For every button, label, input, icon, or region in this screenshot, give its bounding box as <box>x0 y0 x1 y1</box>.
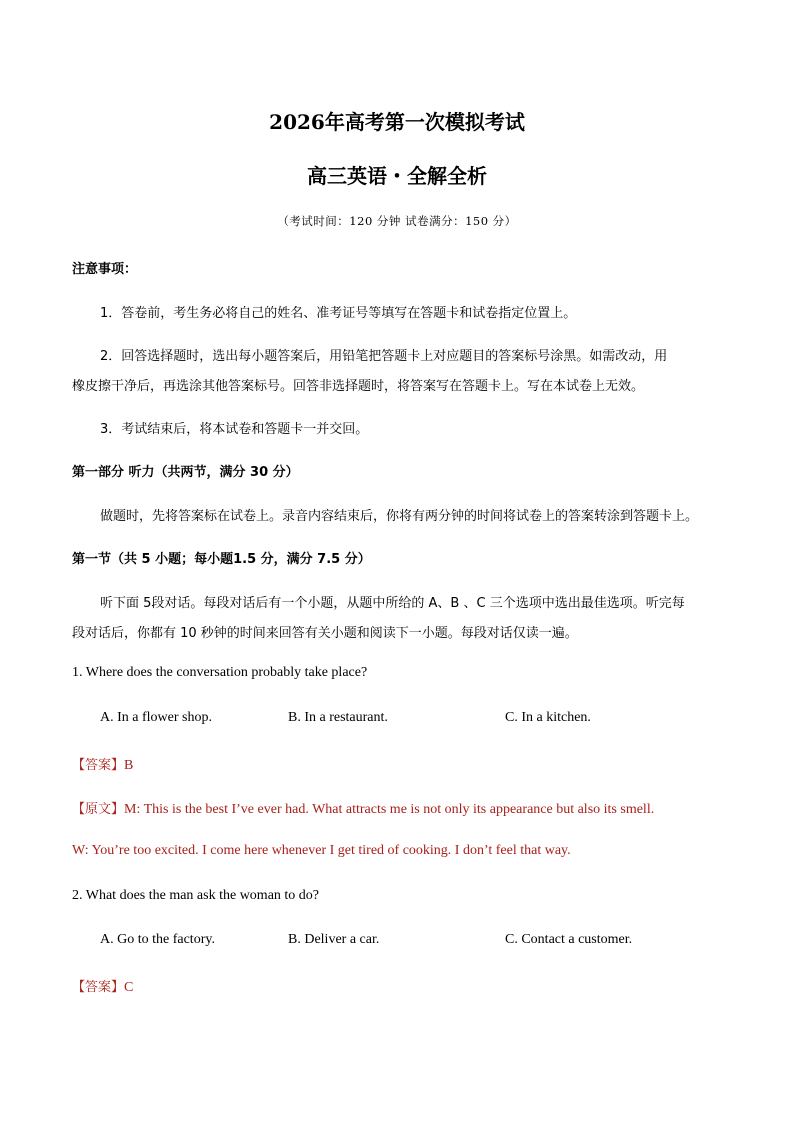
exam-info: （考试时间：120 分钟 试卷满分：150 分） <box>277 214 517 228</box>
answer-tag: 【答案】 <box>72 980 125 995</box>
question-1-option-a: A. In a flower shop. <box>100 710 212 725</box>
notice-item-1: 1．答卷前，考生务必将自己的姓名、准考证号等填写在答题卡和试卷指定位置上。 <box>100 306 577 321</box>
section1-instruction-2: 段对话后，你都有 10 秒钟的时间来回答有关小题和阅读下一小题。每段对话仅读一遍。 <box>72 626 578 641</box>
question-1-stem: 1. Where does the conversation probably take place? <box>72 665 368 680</box>
notice-item-3: 3．考试结束后，将本试卷和答题卡一并交回。 <box>100 422 369 437</box>
exam-title: 2026年高考第一次模拟考试 <box>269 110 525 134</box>
question-2-stem: 2. What does the man ask the woman to do? <box>72 888 320 903</box>
notice-item-2-cont: 橡皮擦干净后，再选涂其他答案标号。回答非选择题时，将答案写在答题卡上。写在本试卷上无效。 <box>72 379 645 394</box>
part1-instruction: 做题时，先将答案标在试卷上。录音内容结束后，你将有两分钟的时间将试卷上的答案转涂到答题卡上。 <box>100 509 699 524</box>
question-1-transcript <box>72 798 654 818</box>
question-2-answer <box>72 976 133 996</box>
question-2-option-c: C. Contact a customer. <box>505 932 633 947</box>
notice-heading: 注意事项： <box>72 262 138 277</box>
part1-heading: 第一部分 听力（共两节，满分 30 分） <box>72 465 299 480</box>
question-2-option-b: B. Deliver a car. <box>288 932 380 947</box>
answer-value: C <box>124 980 134 995</box>
question-1-option-b: B. In a restaurant. <box>288 710 388 725</box>
question-1-answer <box>72 754 133 774</box>
section1-instruction-1: 听下面 5段对话。每段对话后有一个小题，从题中所给的 A、B 、C 三个选项中选出最佳选项。听完每 <box>100 596 685 611</box>
question-2-option-a: A. Go to the factory. <box>100 932 215 947</box>
question-1-option-c: C. In a kitchen. <box>505 710 591 725</box>
transcript-tag: 【原文】 <box>72 802 125 817</box>
notice-item-2: 2．回答选择题时，选出每小题答案后，用铅笔把答题卡上对应题目的答案标号涂黑。如需改动，用 <box>100 349 668 364</box>
exam-subtitle: 高三英语・全解全析 <box>307 164 487 188</box>
transcript-line-1: M: This is the best I’ve ever had. What attracts me is not only its appearance but also its smell. <box>124 802 655 817</box>
question-1-transcript-line-2: W: You’re too excited. I come here whenever I get tired of cooking. I don’t feel that way. <box>72 843 571 858</box>
answer-value: B <box>124 758 134 773</box>
answer-tag: 【答案】 <box>72 758 125 773</box>
section1-heading: 第一节（共 5 小题；每小题1.5 分，满分 7.5 分） <box>72 552 371 567</box>
